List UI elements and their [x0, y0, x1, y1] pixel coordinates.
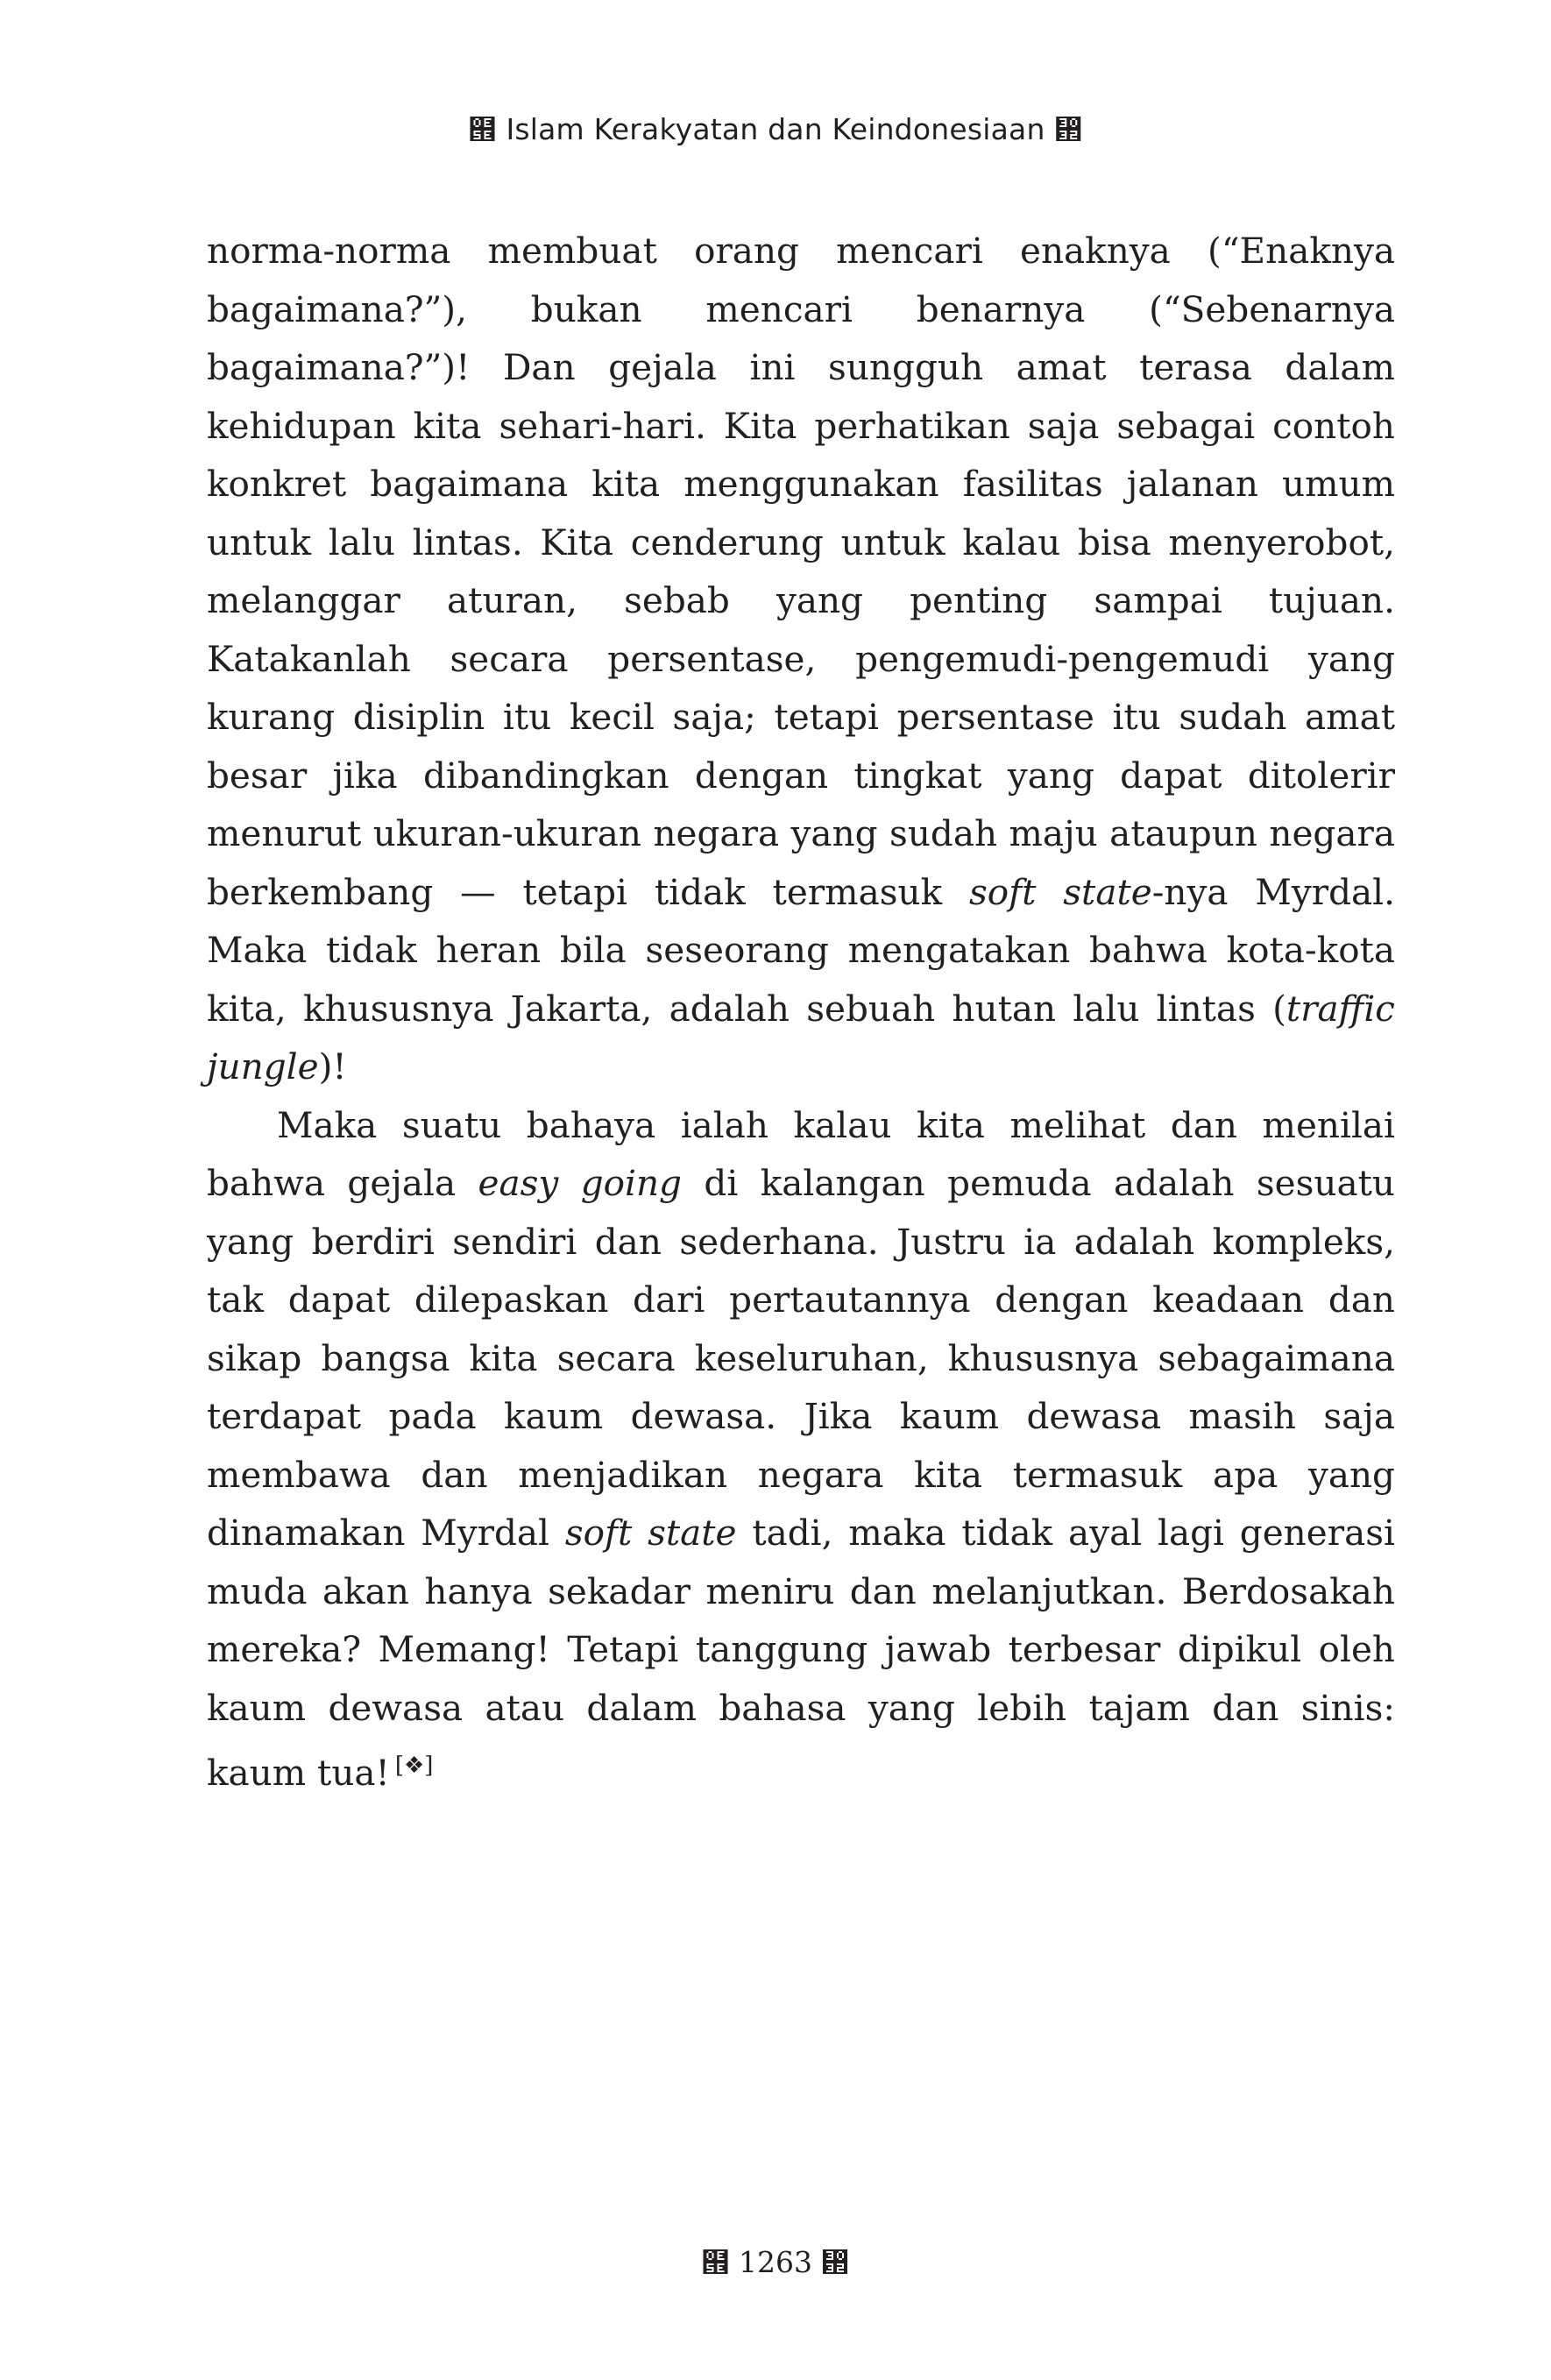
- text-segment: norma-norma membuat orang mencari enaknya (“Enaknya bagaimana?”), bukan mencari benarnya (“Sebenarnya bagaimana?”)! Dan gejala ini sungguh amat terasa dalam kehidupan kita sehari-hari. Kita perhatikan saja sebagai contoh konkret bagaimana kita menggunakan fasilitas jalanan umum untuk lalu lintas. Kita cenderung untuk kalau bisa menyerobot, melanggar aturan, sebab yang penting sampai tujuan. Katakanlah secara persentase, pengemudi-pengemudi yang kurang disiplin itu kecil saja; tetapi persentase itu sudah amat besar jika dibandingkan dengan tingkat yang dapat ditolerir menurut ukuran-ukuran negara yang sudah maju ataupun negara berkembang — tetapi tidak termasuk: [207, 230, 1395, 913]
- text-segment: -nya Myrdal. Maka tidak heran bila seseorang mengatakan bahwa kota-kota kita, khususnya Jakarta, adalah sebuah hutan lalu lintas (: [207, 870, 1395, 1030]
- running-header: [0, 112, 1551, 146]
- text-segment: Maka suatu bahaya ialah kalau kita melihat dan menilai bahwa gejala: [207, 1103, 1395, 1204]
- italic-term: soft state: [968, 870, 1152, 913]
- body-text: [207, 222, 1395, 1803]
- paragraph-2: [207, 1096, 1395, 1803]
- running-header-title: Islam Kerakyatan dan Keindonesiaan: [506, 112, 1045, 146]
- ornament-left-icon: ๞: [468, 113, 497, 146]
- italic-term: soft state: [564, 1512, 737, 1554]
- ornament-left-icon: ๞: [701, 2246, 730, 2279]
- page-folio: [0, 2245, 1551, 2279]
- paragraph-1: [207, 222, 1395, 1096]
- text-segment: )!: [318, 1045, 347, 1087]
- text-segment: tadi, maka tidak ayal lagi generasi muda akan hanya sekadar meniru dan melanjutkan. Berdosakah mereka? Memang! Tetapi tanggung jawab terbesar dipikul oleh kaum dewasa atau dalam bahasa yang lebih tajam dan sinis: kaum tua!: [207, 1512, 1395, 1794]
- ornament-right-icon: ๞: [1054, 113, 1083, 146]
- ornament-right-icon: ๞: [821, 2246, 850, 2279]
- italic-term: traffic jungle: [207, 987, 1395, 1087]
- end-of-article-mark: [❖]: [394, 1753, 434, 1779]
- italic-term: easy going: [478, 1162, 682, 1204]
- page-number: 1263: [739, 2245, 812, 2279]
- text-segment: di kalangan pemuda adalah sesuatu yang berdiri sendiri dan sederhana. Justru ia adalah kompleks, tak dapat dilepaskan dari pertautannya dengan keadaan dan sikap bangsa kita secara keseluruhan, khususnya sebagaimana terdapat pada kaum dewasa. Jika kaum dewasa masih saja membawa dan menjadikan negara kita termasuk apa yang dinamakan Myrdal: [207, 1162, 1395, 1554]
